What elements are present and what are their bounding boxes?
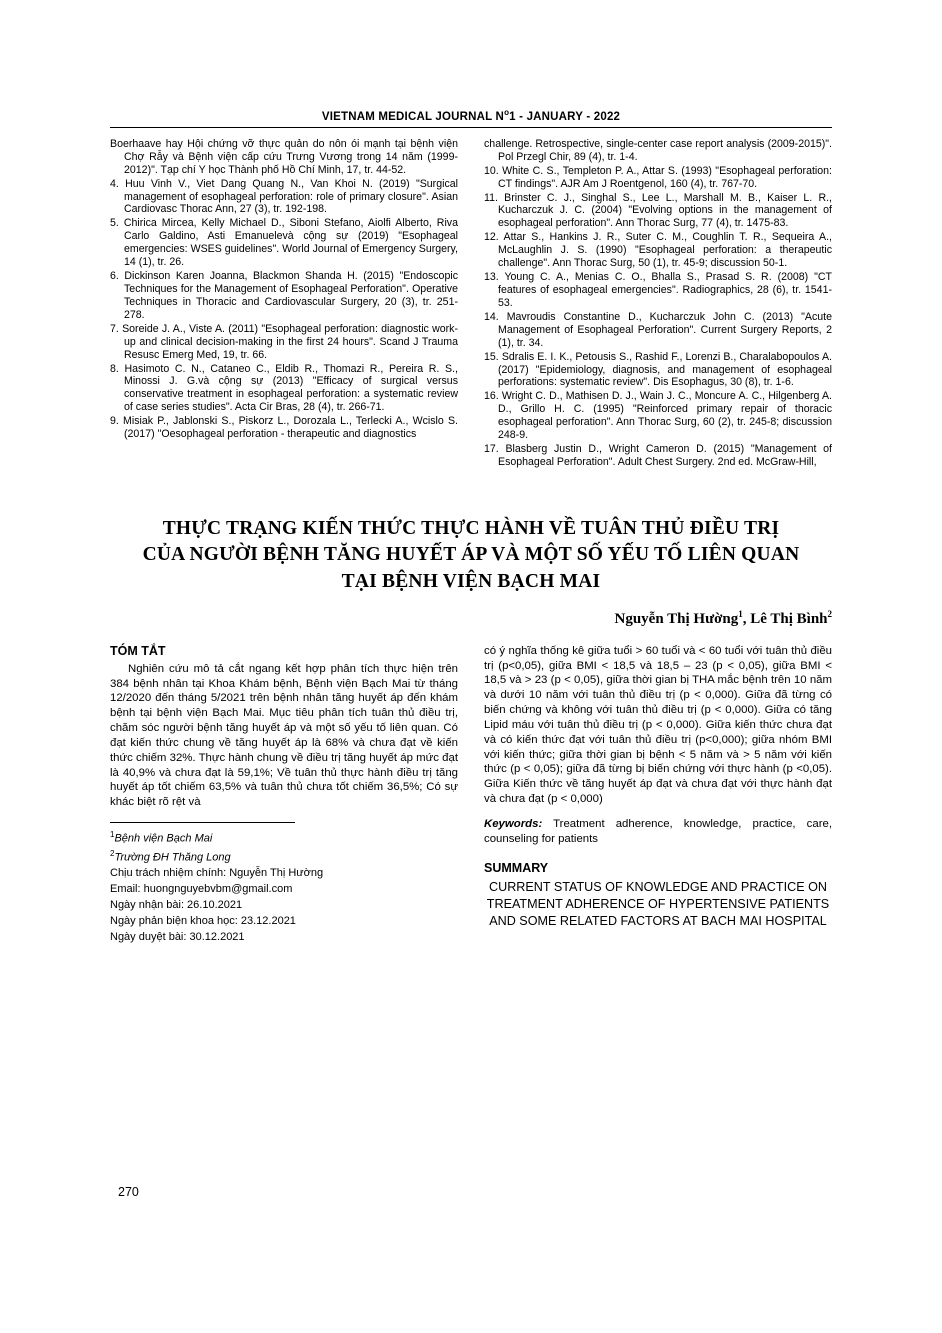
reference-item: 14. Mavroudis Constantine D., Kucharczuk John C. (2013) "Acute Management of Esophageal Perforation". Current Surgery Reports, 2 (1), tr. 34. [484, 310, 832, 349]
running-head [110, 108, 832, 128]
references-columns [110, 138, 832, 470]
references-column-left [110, 138, 458, 470]
affiliation-line [110, 848, 458, 867]
reference-item: 8. Hasimoto C. N., Cataneo C., Eldib R., Thomazi R., Pereira R. S., Minossi J. G.và cộng sự (2013) "Efficacy of surgical versus conservative treatment in esophageal perforation: a systematic review of case series studies". Acta Cir Bras, 28 (4), tr. 266-71. [110, 362, 458, 414]
review-date: Ngày phản biện khoa học: 23.12.2021 [110, 915, 296, 928]
author-separator: , [742, 610, 751, 627]
reference-item: Boerhaave hay Hội chứng vỡ thực quản do nôn ói mạnh tại bệnh viện Chợ Rẫy và Bệnh viện cấp cứu Trưng Vương trong 14 năm (1999-2012)". Tạp chí Y học Thành phố Hồ Chí Minh, 17, tr. 44-52. [110, 137, 458, 176]
abstract-paragraph-continued: có ý nghĩa thống kê giữa tuổi > 60 tuổi và < 60 tuổi với tuân thủ điều trị (p<0,05), giữa BMI < 18,5 và 18,5 – 23 (p < 0,05), giữa BMI < 18,5 và > 23 (p < 0,05), giữa thời gian bị THA mắc bệnh trên 10 năm và dưới 10 năm với tuân thủ điều trị (p < 0,000). Giữa đã từng có biến chứng và không với tuân thủ điều trị (p < 0,000). Giữa có tăng Lipid máu với tuân thủ điều trị (p < 0,000). Giữa kiến thức chưa đạt và có kiến thức đạt với tuân thủ điều trị (p<0,000); giữa nhóm BMI với kiến thức; giữa thời gian bị bệnh < 5 năm và > 5 năm với kiến thức (p < 0,05); giữa đã từng bị biến chứng với thực hành (p <0,05). Giữa Kiến thức về tăng huyết áp đạt và chưa đạt với thực hành đạt và chưa đạt (p < 0,000) [484, 644, 832, 806]
reference-item: 7. Soreide J. A., Viste A. (2011) "Esophageal perforation: diagnostic work-up and clinical decision-making in the first 24 hours". Scand J Trauma Resusc Emerg Med, 19, tr. 66. [110, 322, 458, 361]
affiliation-name: Trường ĐH Thăng Long [114, 851, 231, 864]
abstract-column-right [484, 644, 832, 946]
keywords-label: Keywords: [484, 817, 543, 830]
abstract-column-left [110, 644, 458, 946]
corresponding-author: Chịu trách nhiệm chính: Nguyễn Thị Hường [110, 867, 324, 880]
running-head-pre: VIETNAM MEDICAL JOURNAL N [321, 110, 505, 123]
running-head-sup: o [504, 108, 510, 117]
reference-item: 4. Huu Vinh V., Viet Dang Quang N., Van Khoi N. (2019) "Surgical management of esophageal perforation: role of primary closure". Asian Cardiovasc Thorac Ann, 27 (3), tr. 192-198. [110, 177, 458, 216]
keywords-line [484, 817, 832, 847]
approval-date: Ngày duyệt bài: 30.12.2021 [110, 931, 245, 944]
reference-item: 15. Sdralis E. I. K., Petousis S., Rashid F., Lorenzi B., Charalabopoulos A. (2017) "Epidemiology, diagnosis, and management of esophageal perforations: systematic review". Dis Esophagus, 30 (8), tr. 1-6. [484, 350, 832, 389]
article-title [110, 516, 832, 595]
reference-item: 17. Blasberg Justin D., Wright Cameron D. (2015) "Management of Esophageal Perforation". Adult Chest Surgery. 2nd ed. McGraw-Hill, [484, 443, 832, 468]
received-date: Ngày nhận bài: 26.10.2021 [110, 899, 243, 912]
reference-item: 16. Wright C. D., Mathisen D. J., Wain J. C., Moncure A. C., Hilgenberg A. D., Grillo H. C. (1995) "Reinforced primary repair of thoracic esophageal perforation". Ann Thorac Surg, 60 (2), tr. 245-8; discussion 248-9. [484, 390, 832, 442]
keywords-text: Treatment adherence, knowledge, practice, care, counseling for patients [484, 817, 832, 845]
reference-item: 11. Brinster C. J., Singhal S., Lee L., Marshall M. B., Kaiser L. R., Kucharczuk J. C. (2004) "Evolving options in the management of esophageal perforation". Ann Thorac Surg, 77 (4), tr. 1475-83. [484, 191, 832, 230]
author-name: Lê Thị Bình [750, 610, 828, 627]
affiliation-marker: 1 [110, 830, 115, 840]
summary-title: CURRENT STATUS OF KNOWLEDGE AND PRACTICE ON TREATMENT ADHERENCE OF HYPERTENSIVE PATIENTS AND SOME RELATED FACTORS AT BACH MAI HOSPITAL [486, 879, 830, 928]
running-head-post: 1 - JANUARY - 2022 [509, 110, 621, 123]
author-affiliation-marker: 1 [738, 608, 743, 619]
reference-item: 5. Chirica Mircea, Kelly Michael D., Siboni Stefano, Aiolfi Alberto, Riva Carlo Galdino, Asti Emanuelevà cộng sự (2019) "Esophageal emergencies: WSES guidelines". World Journal of Emergency Surgery, 14 (1), tr. 26. [110, 217, 458, 269]
abstract-columns [110, 644, 832, 946]
affiliation-marker: 2 [110, 848, 115, 858]
page-number: 270 [118, 1185, 139, 1199]
footnote-block [110, 829, 458, 946]
reference-item: 6. Dickinson Karen Joanna, Blackmon Shanda H. (2015) "Endoscopic Techniques for the Management of Esophageal Perforation". Operative Techniques in Thoracic and Cardiovascular Surgery, 20 (3), tr. 251-278. [110, 270, 458, 321]
article-title-line: THỰC TRẠNG KIẾN THỨC THỰC HÀNH VỀ TUÂN THỦ ĐIỀU TRỊ [162, 517, 780, 539]
author-list [110, 609, 832, 628]
reference-item: 13. Young C. A., Menias C. O., Bhalla S., Prasad S. R. (2008) "CT features of esophageal emergencies". Radiographics, 28 (6), tr. 1541-53. [484, 271, 832, 309]
affiliation-name: Bệnh viện Bạch Mai [114, 832, 213, 845]
reference-item: 9. Misiak P., Jablonski S., Piskorz L., Dorozala L., Terlecki A., Wcislo S. (2017) "Oesophageal perforation - therapeutic and diagnostics [110, 415, 458, 441]
references-column-right [484, 138, 832, 470]
author-name: Nguyễn Thị Hường [614, 610, 739, 627]
abstract-heading: TÓM TẮT [110, 643, 166, 658]
article-title-line: TẠI BỆNH VIỆN BẠCH MAI [341, 570, 601, 592]
footnote-divider [110, 822, 295, 823]
reference-item: 10. White C. S., Templeton P. A., Attar S. (1993) "Esophageal perforation: CT findings". AJR Am J Roentgenol, 160 (4), tr. 767-70. [484, 164, 832, 190]
article-title-line: CỦA NGƯỜI BỆNH TĂNG HUYẾT ÁP VÀ MỘT SỐ YẾU TỐ LIÊN QUAN [142, 544, 800, 566]
abstract-paragraph: Nghiên cứu mô tả cắt ngang kết hợp phân tích thực hiện trên 384 bệnh nhân tại Khoa Khám bệnh, Bệnh viện Bạch Mai từ tháng 12/2020 đến tháng 5/2021 trên bệnh nhân tăng huyết áp đến khám bệnh tại bệnh viện Bạch Mai. Mục tiêu phân tích tuân thủ điều trị, chăm sóc người bệnh tăng huyết áp và một số yếu tố liên quan. Có đạt kiến thức chung về tăng huyết áp là 68% và chưa đạt về kiến thức chiếm 32%. Thực hành chung về điều trị tăng huyết áp mức đạt là 40,9% và chưa đạt là 59,1%; Về tuân thủ thực hành điều trị tăng huyết áp tốt chiếm 63,5% và tuân thủ chưa tốt chiếm 36,5%; Có sự khác biệt rõ rệt và [110, 662, 458, 809]
contact-email: Email: huongnguyebvbm@gmail.com [110, 883, 293, 896]
affiliation-line [110, 829, 458, 848]
page-content [110, 108, 832, 946]
summary-heading: SUMMARY [484, 860, 549, 875]
reference-item: 12. Attar S., Hankins J. R., Suter C. M., Coughlin T. R., Sequeira A., McLaughlin J. S. (1990) "Esophageal perforation: a therapeutic challenge". Ann Thorac Surg, 50 (1), tr. 45-9; discussion 50-1. [484, 231, 832, 270]
reference-item: challenge. Retrospective, single-center case report analysis (2009-2015)". Pol Przegl Chir, 89 (4), tr. 1-4. [484, 137, 832, 163]
author-affiliation-marker: 2 [827, 608, 832, 619]
